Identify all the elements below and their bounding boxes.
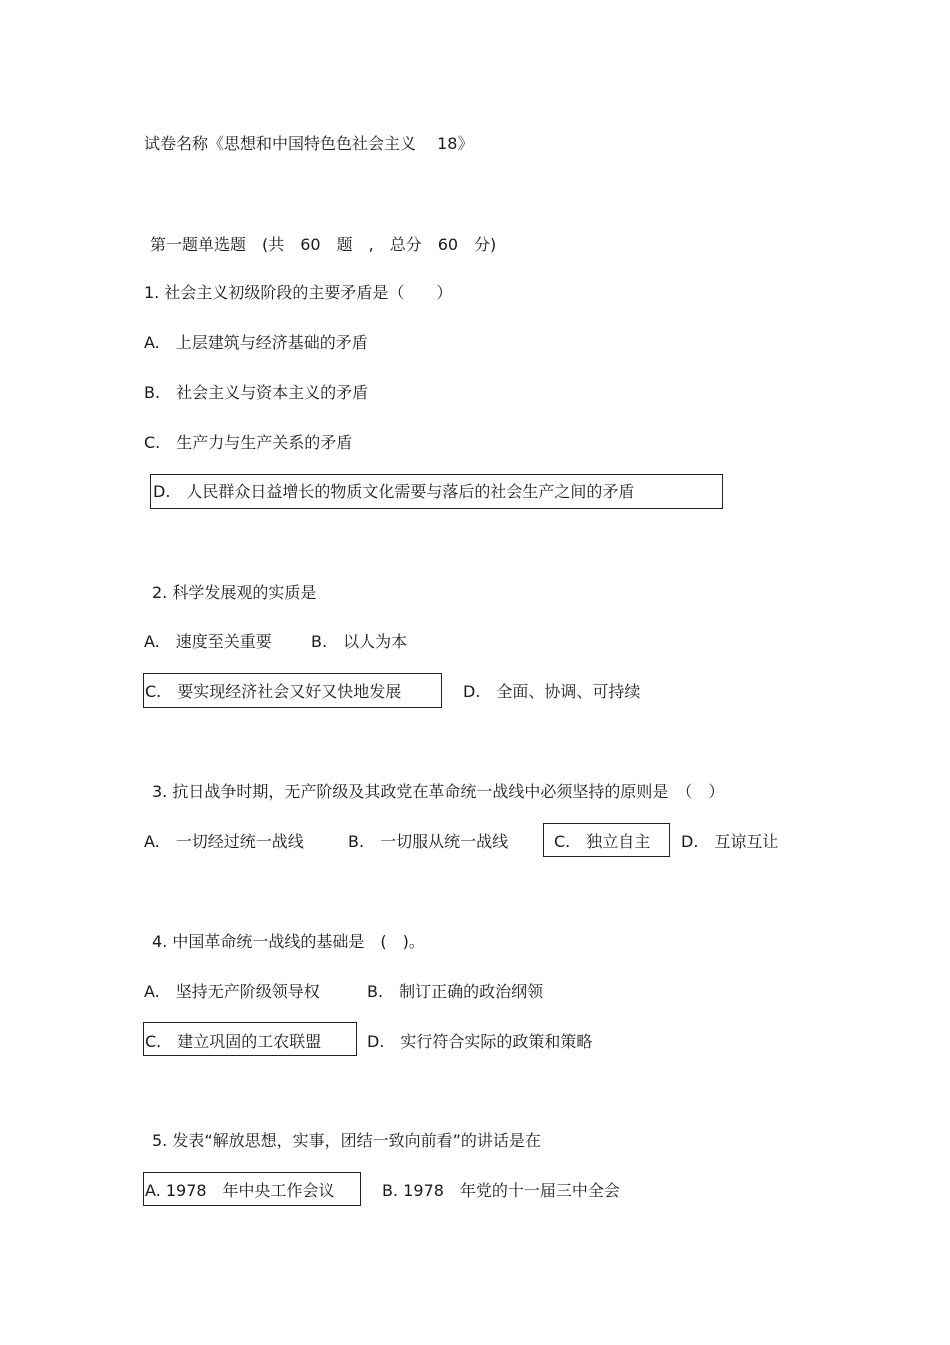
question-4-option-c[interactable]: C. 建立巩固的工农联盟 bbox=[145, 1032, 322, 1051]
question-1-option-a[interactable]: A. 上层建筑与经济基础的矛盾 bbox=[144, 333, 368, 352]
exam-title: 试卷名称《思想和中国特色色社会主义 18》 bbox=[144, 134, 474, 153]
question-3-option-c[interactable]: C. 独立自主 bbox=[554, 832, 651, 851]
question-5-option-b[interactable]: B. 1978 年党的十一届三中全会 bbox=[382, 1181, 620, 1200]
question-4-option-a[interactable]: A. 坚持无产阶级领导权 bbox=[144, 982, 320, 1001]
question-1-option-c[interactable]: C. 生产力与生产关系的矛盾 bbox=[144, 433, 353, 452]
question-1-option-b[interactable]: B. 社会主义与资本主义的矛盾 bbox=[144, 383, 369, 402]
question-1-stem: 1. 社会主义初级阶段的主要矛盾是（ ） bbox=[144, 283, 453, 302]
question-3-answer-box bbox=[543, 823, 670, 857]
question-5-answer-box bbox=[143, 1172, 361, 1206]
question-3-option-a[interactable]: A. 一切经过统一战线 bbox=[144, 832, 304, 851]
question-2-option-c[interactable]: C. 要实现经济社会又好又快地发展 bbox=[145, 682, 402, 701]
question-3-option-b[interactable]: B. 一切服从统一战线 bbox=[348, 832, 509, 851]
question-4-option-d[interactable]: D. 实行符合实际的政策和策略 bbox=[367, 1032, 593, 1051]
question-1-option-d[interactable]: D. 人民群众日益增长的物质文化需要与落后的社会生产之间的矛盾 bbox=[153, 482, 635, 501]
question-3-option-d[interactable]: D. 互谅互让 bbox=[681, 832, 779, 851]
question-4-option-b[interactable]: B. 制订正确的政治纲领 bbox=[367, 982, 544, 1001]
question-2-option-a[interactable]: A. 速度至关重要 bbox=[144, 632, 272, 651]
question-2-option-b[interactable]: B. 以人为本 bbox=[311, 632, 408, 651]
question-2-option-d[interactable]: D. 全面、协调、可持续 bbox=[463, 682, 641, 701]
question-4-stem: 4. 中国革命统一战线的基础是 ( )。 bbox=[152, 932, 425, 951]
question-5-stem: 5. 发表“解放思想，实事，团结一致向前看”的讲话是在 bbox=[152, 1131, 541, 1150]
question-2-answer-box bbox=[143, 673, 442, 708]
question-4-answer-box bbox=[143, 1022, 357, 1056]
question-5-option-a[interactable]: A. 1978 年中央工作会议 bbox=[145, 1181, 335, 1200]
section-heading: 第一题单选题 (共 60 题 , 总分 60 分) bbox=[150, 235, 497, 254]
question-3-stem: 3. 抗日战争时期，无产阶级及其政党在革命统一战线中必须坚持的原则是 （ ） bbox=[152, 782, 725, 801]
question-1-answer-box bbox=[150, 474, 723, 509]
question-2-stem: 2. 科学发展观的实质是 bbox=[152, 583, 317, 602]
